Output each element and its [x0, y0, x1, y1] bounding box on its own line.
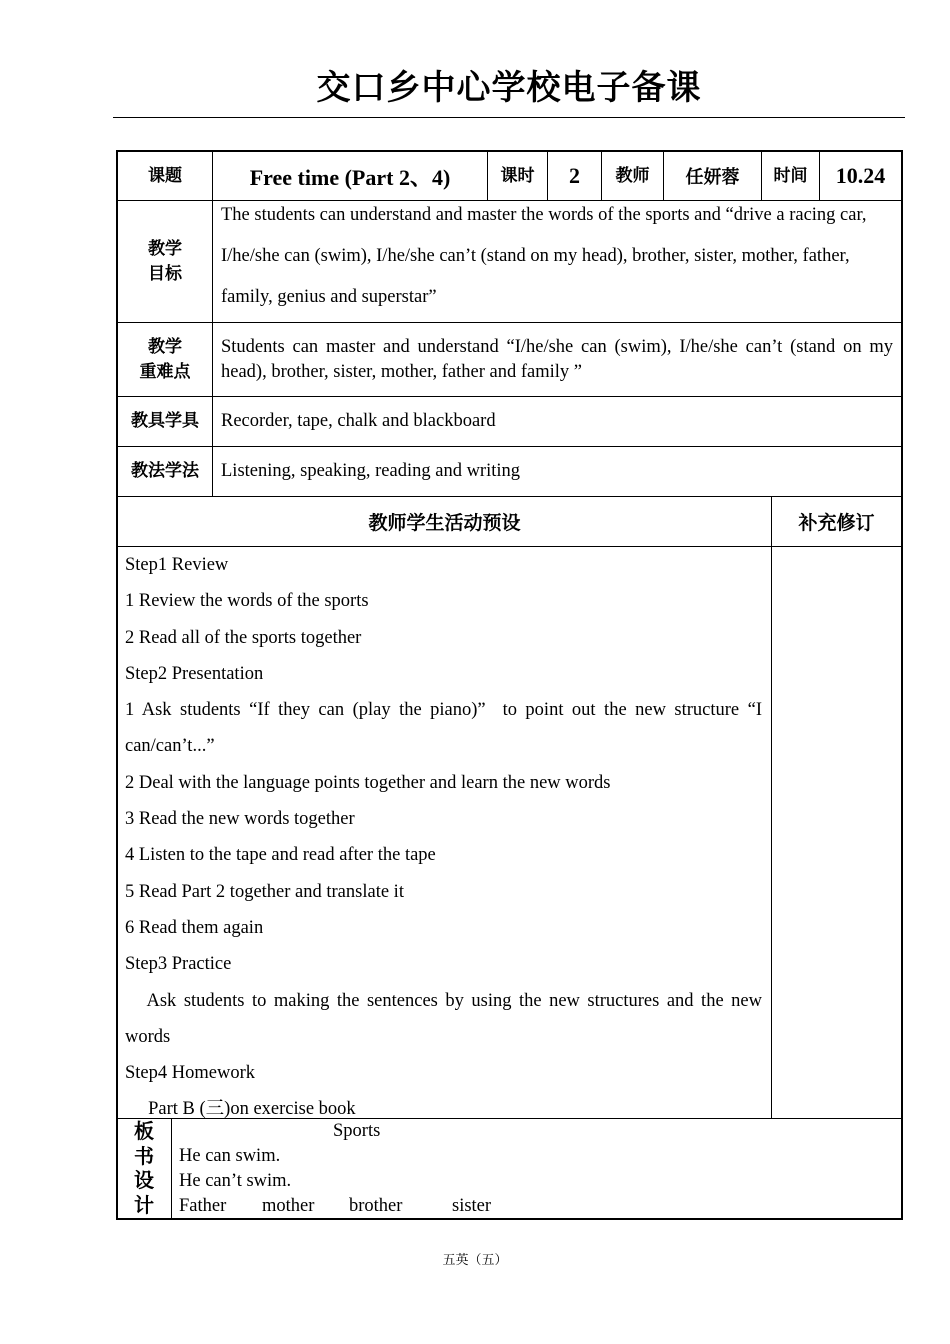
activity-line: Step2 Presentation — [125, 663, 264, 684]
teacher-label: 教师 — [615, 165, 650, 186]
page-footer: 五英（五） — [442, 1253, 508, 1268]
period-label-cell — [487, 150, 548, 201]
topic-value-cell — [212, 150, 488, 201]
activity-line: 6 Read them again — [125, 917, 264, 938]
topic-label-cell — [116, 150, 213, 201]
activities-heading-cell — [116, 496, 772, 547]
time-label-cell — [761, 150, 820, 201]
goals-label-cell — [116, 200, 213, 323]
period-label: 课时 — [500, 165, 535, 186]
keypoints-label-line2: 重难点 — [139, 361, 191, 382]
title-divider — [113, 117, 905, 118]
activity-line: 3 Read the new words together — [125, 809, 355, 830]
board-word: Father — [179, 1196, 227, 1216]
activity-line: Step4 Homework — [125, 1063, 255, 1084]
aids-text: Recorder, tape, chalk and blackboard — [221, 411, 496, 431]
methods-text: Listening, speaking, reading and writing — [221, 461, 521, 481]
board-label-char: 计 — [134, 1192, 154, 1217]
board-line: He can swim. — [179, 1146, 281, 1166]
teacher-label-cell — [601, 150, 664, 201]
period-value: 2 — [569, 163, 580, 188]
topic-label: 课题 — [148, 165, 182, 186]
activities-heading: 教师学生活动预设 — [368, 512, 521, 534]
board-heading: Sports — [333, 1121, 381, 1141]
activity-line: Part B (三)on exercise book — [125, 1099, 356, 1120]
board-label-char: 设 — [134, 1168, 154, 1192]
methods-label-cell — [116, 446, 213, 497]
board-label-char: 书 — [134, 1143, 154, 1168]
board-label-char: 板 — [134, 1119, 154, 1143]
activity-line: 5 Read Part 2 together and translate it — [125, 881, 404, 902]
teacher-value-cell — [663, 150, 762, 201]
revisions-body-cell — [771, 546, 903, 1119]
time-value: 10.24 — [835, 163, 886, 188]
board-word: sister — [452, 1196, 492, 1216]
activity-steps — [125, 547, 762, 1128]
activity-line: Step3 Practice — [125, 954, 232, 975]
activity-line: can/can’t...” — [125, 736, 215, 757]
activity-line: 1 Ask students “If they can (play the piano)” to point out the new structure “I — [125, 700, 762, 721]
goals-label-line1: 教学 — [148, 238, 182, 259]
teacher-value: 任妍蓉 — [685, 167, 740, 188]
board-label — [118, 1119, 170, 1217]
methods-label: 教法学法 — [131, 461, 199, 481]
keypoints-text-cell — [212, 322, 903, 397]
revisions-heading-cell — [771, 496, 903, 547]
period-value-cell — [547, 150, 602, 201]
activity-line: Ask students to making the sentences by using the new structures and the new — [125, 990, 762, 1011]
goals-text: The students can understand and master the words of the sports and “drive a racing car, I/he/she can (swim), I/he/she can’t (stand on my head), brother, sister, mother, father, family, genius and superstar” — [221, 205, 867, 307]
time-label: 时间 — [773, 165, 808, 186]
aids-label: 教具学具 — [131, 411, 199, 431]
board-word: brother — [349, 1196, 403, 1216]
activity-line: 2 Deal with the language points together and learn the new words — [125, 772, 611, 793]
board-word: mother — [262, 1196, 315, 1216]
goals-label-line2: 目标 — [148, 263, 182, 284]
revisions-heading: 补充修订 — [798, 512, 875, 534]
activity-line: 4 Listen to the tape and read after the tape — [125, 845, 436, 866]
goals-text-cell — [212, 200, 903, 323]
keypoints-text: Students can master and understand “I/he/she can (swim), I/he/she can’t (stand on my head), brother, sister, mother, father and family ” — [221, 337, 893, 382]
page-title: 交口乡中心学校电子备课 — [316, 68, 702, 108]
board-line: He can’t swim. — [179, 1171, 292, 1191]
board-family-row — [179, 1194, 879, 1219]
topic-value: Free time (Part 2、4) — [249, 164, 451, 190]
methods-text-cell — [212, 446, 903, 497]
keypoints-label-line1: 教学 — [148, 336, 182, 357]
activity-line: 1 Review the words of the sports — [125, 591, 369, 612]
aids-label-cell — [116, 396, 213, 447]
board-content — [179, 1119, 879, 1219]
activity-line: Step1 Review — [125, 555, 229, 575]
activity-line: words — [125, 1026, 171, 1047]
keypoints-label-cell — [116, 322, 213, 397]
aids-text-cell — [212, 396, 903, 447]
time-value-cell — [819, 150, 903, 201]
activity-line: 2 Read all of the sports together — [125, 627, 362, 648]
